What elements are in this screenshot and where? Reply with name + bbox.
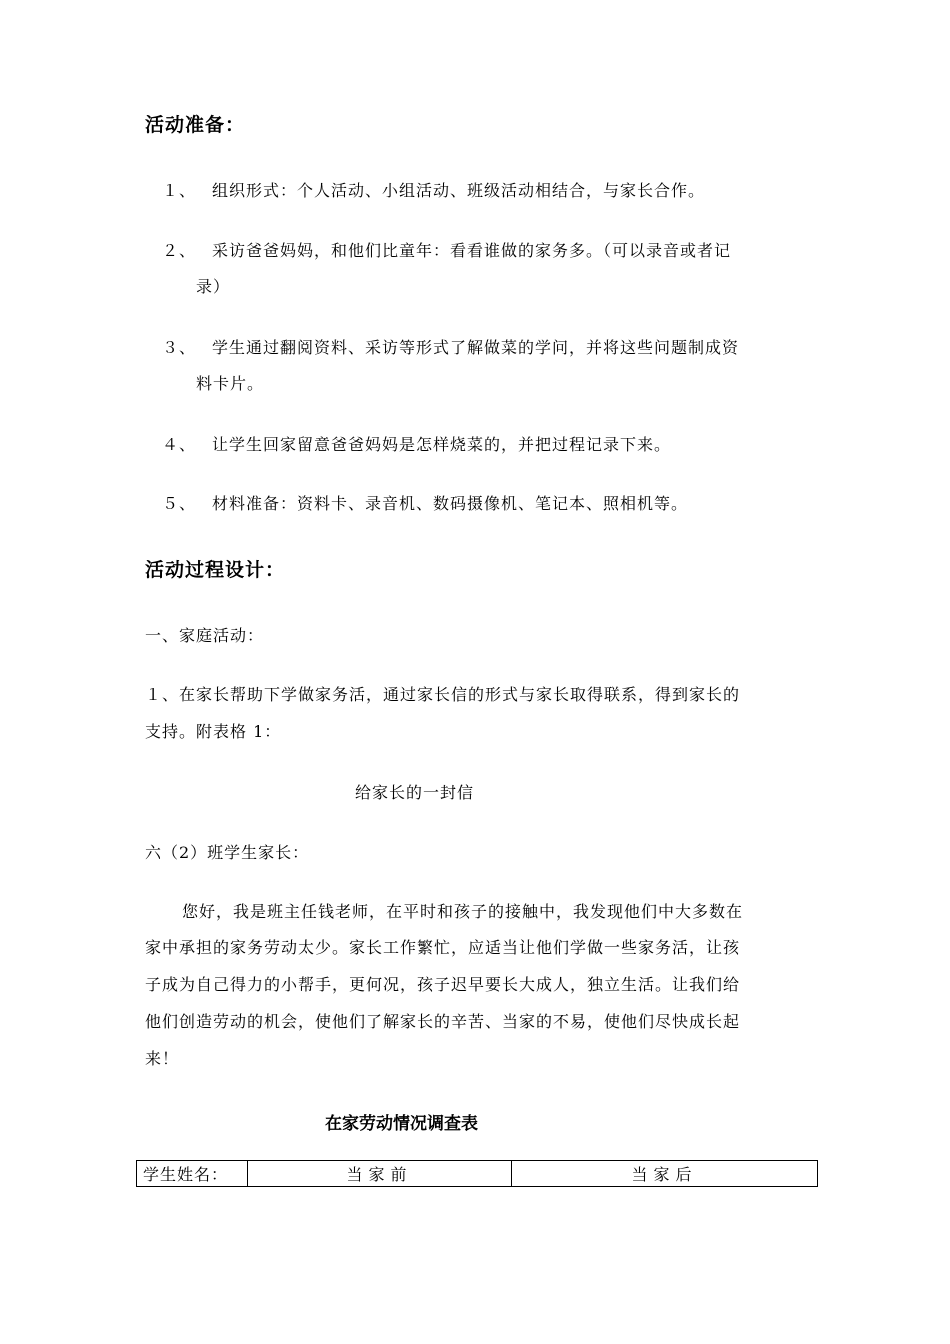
prep-item-text: 采访爸爸妈妈，和他们比童年：看看谁做的家务多。（可以录音或者记 (212, 241, 732, 260)
student-name-header: 学生姓名： (137, 1161, 248, 1187)
prep-item-text: 让学生回家留意爸爸妈妈是怎样烧菜的，并把过程记录下来。 (212, 435, 672, 454)
letter-body-line: 子成为自己得力的小帮手，更何况，孩子迟早要长大成人，独立生活。让我们给 (145, 975, 741, 994)
letter-body-line: 您好，我是班主任钱老师，在平时和孩子的接触中，我发现他们中大多数在 (182, 902, 744, 921)
section-heading-preparation: 活动准备： (145, 114, 246, 136)
prep-item-text: 组织形式：个人活动、小组活动、班级活动相结合，与家长合作。 (212, 181, 706, 200)
prep-item-number: ３、 (162, 338, 197, 357)
prep-item-number: ４、 (162, 435, 197, 454)
prep-item-1 (162, 180, 705, 202)
letter-body-line: 来！ (145, 1049, 180, 1068)
survey-table-title: 在家劳动情况调查表 (325, 1114, 478, 1134)
survey-table-header-row (137, 1161, 818, 1187)
survey-table (136, 1160, 818, 1187)
letter-title: 给家长的一封信 (355, 783, 475, 802)
prep-item-number: ２、 (162, 241, 197, 260)
prep-item-3-continuation: 料卡片。 (196, 374, 265, 393)
process-item-1-line-2: 支持。附表格 1： (145, 722, 282, 741)
prep-item-3 (162, 337, 739, 359)
letter-salutation: 六（2）班学生家长： (145, 843, 310, 862)
prep-item-5 (162, 493, 688, 515)
subsection-heading-family: 一、家庭活动： (145, 626, 265, 645)
section-heading-process: 活动过程设计： (145, 559, 286, 581)
before-header: 当家前 (248, 1161, 512, 1187)
after-header: 当家后 (512, 1161, 818, 1187)
prep-item-text: 学生通过翻阅资料、采访等形式了解做菜的学问，并将这些问题制成资 (212, 338, 740, 357)
prep-item-4 (162, 434, 671, 456)
process-item-1-line-1: １、在家长帮助下学做家务活，通过家长信的形式与家长取得联系，得到家长的 (145, 685, 741, 704)
prep-item-2 (162, 240, 731, 262)
letter-body-line: 他们创造劳动的机会，使他们了解家长的辛苦、当家的不易，使他们尽快成长起 (145, 1012, 741, 1031)
prep-item-number: １、 (162, 181, 197, 200)
prep-item-2-continuation: 录） (196, 277, 231, 296)
prep-item-number: ５、 (162, 494, 197, 513)
prep-item-text: 材料准备：资料卡、录音机、数码摄像机、笔记本、照相机等。 (212, 494, 689, 513)
letter-body-line: 家中承担的家务劳动太少。家长工作繁忙，应适当让他们学做一些家务活，让孩 (145, 938, 741, 957)
